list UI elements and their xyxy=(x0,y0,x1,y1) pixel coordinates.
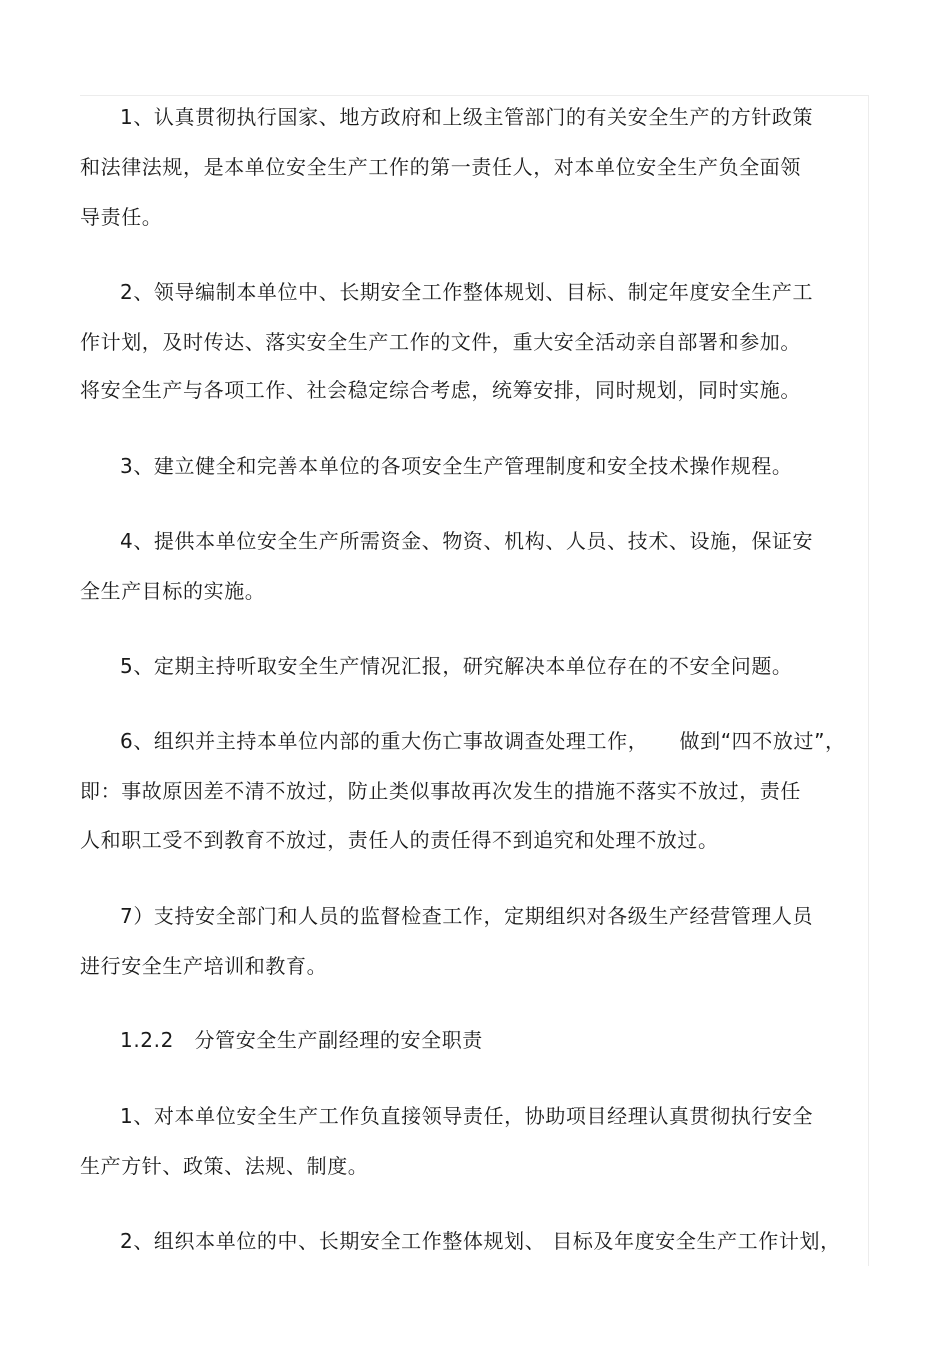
paragraph-6-line-2: 即：事故原因差不清不放过，防止类似事故再次发生的措施不落实不放过，责任 xyxy=(80,779,801,803)
paragraph-7-line-2: 进行安全生产培训和教育。 xyxy=(80,954,328,978)
paragraph-6-line-3: 人和职工受不到教育不放过，责任人的责任得不到追究和处理不放过。 xyxy=(80,828,719,852)
paragraph-2-line-2: 作计划，及时传达、落实安全生产工作的文件，重大安全活动亲自部署和参加。 xyxy=(80,330,801,354)
paragraph-1-line-2: 和法律法规，是本单位安全生产工作的第一责任人，对本单位安全生产负全面领 xyxy=(80,155,801,179)
paragraph-3-line-1: 3、建立健全和完善本单位的各项安全生产管理制度和安全技术操作规程。 xyxy=(120,454,793,478)
paragraph-1-line-3: 导责任。 xyxy=(80,205,163,229)
paragraph-8-line-2: 生产方针、政策、法规、制度。 xyxy=(80,1154,369,1178)
paragraph-7-line-1: 7）支持安全部门和人员的监督检查工作，定期组织对各级生产经营管理人员 xyxy=(120,904,814,928)
paragraph-2-line-3: 将安全生产与各项工作、社会稳定综合考虑，统筹安排，同时规划，同时实施。 xyxy=(80,378,801,402)
page-frame xyxy=(80,95,869,1266)
paragraph-1-line-1: 1、认真贯彻执行国家、地方政府和上级主管部门的有关安全生产的方针政策 xyxy=(120,105,814,129)
paragraph-8-line-1: 1、对本单位安全生产工作负直接领导责任，协助项目经理认真贯彻执行安全 xyxy=(120,1104,814,1128)
paragraph-2-line-1: 2、领导编制本单位中、长期安全工作整体规划、目标、制定年度安全生产工 xyxy=(120,280,814,304)
paragraph-4-line-1: 4、提供本单位安全生产所需资金、物资、机构、人员、技术、设施，保证安 xyxy=(120,529,814,553)
paragraph-4-line-2: 全生产目标的实施。 xyxy=(80,579,266,603)
paragraph-9-line-1: 2、组织本单位的中、长期安全工作整体规划、 目标及年度安全生产工作计划， xyxy=(120,1229,841,1253)
paragraph-5-line-1: 5、定期主持听取安全生产情况汇报，研究解决本单位存在的不安全问题。 xyxy=(120,654,793,678)
section-heading: 1.2.2 分管安全生产副经理的安全职责 xyxy=(120,1028,483,1052)
paragraph-6-line-1: 6、组织并主持本单位内部的重大伤亡事故调查处理工作， 做到“四不放过”， xyxy=(120,729,846,753)
